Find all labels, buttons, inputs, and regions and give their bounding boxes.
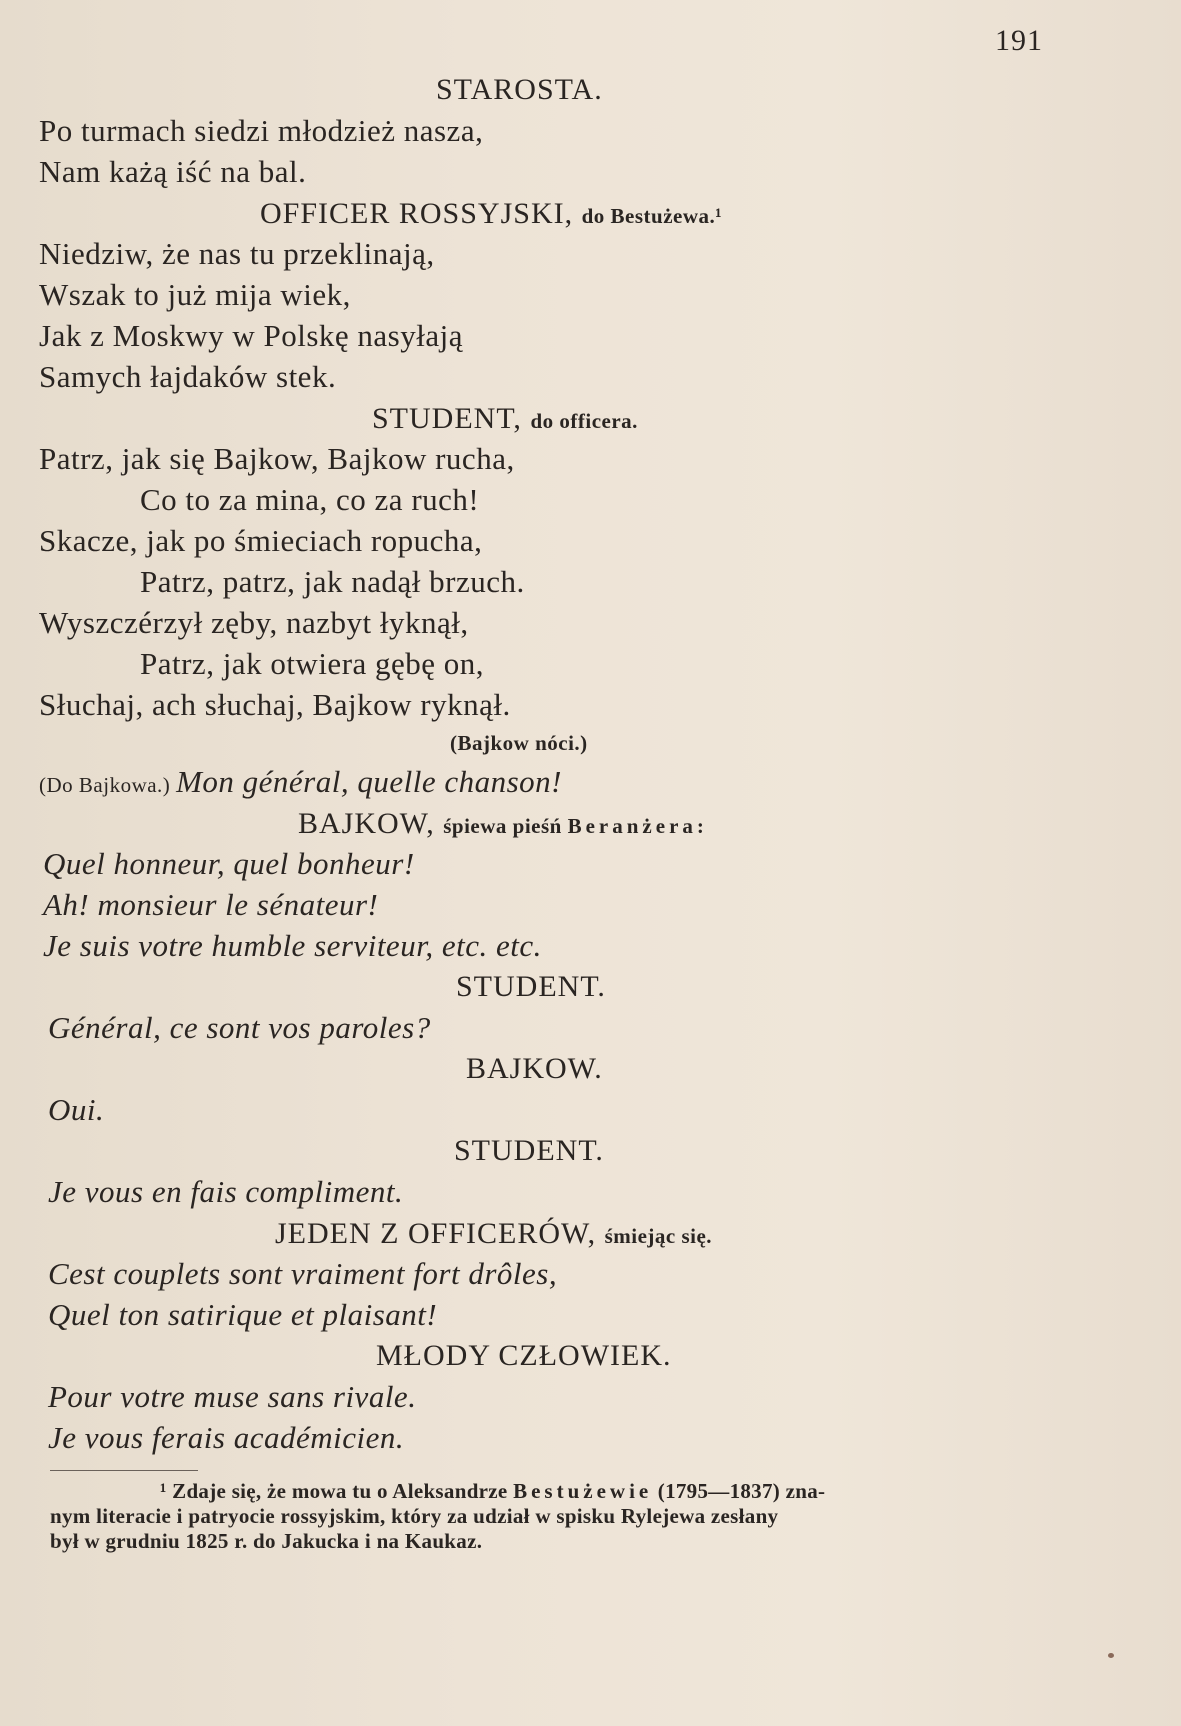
verse-line: Co to za mina, co za ruch!	[140, 482, 480, 517]
speaker-student: STUDENT.	[456, 970, 606, 1003]
french-line: Oui.	[48, 1092, 105, 1127]
stage-direction: śmiejąc się.	[604, 1224, 713, 1248]
stage-direction: (Do Bajkowa.)	[39, 773, 177, 797]
verse-line: Patrz, patrz, jak nadął brzuch.	[140, 564, 525, 599]
speaker-heading	[260, 193, 722, 236]
footnote-text: (1795—1837) zna-	[652, 1479, 826, 1503]
verse-line: Wszak to już mija wiek,	[39, 277, 351, 312]
speaker-mlody-czlowiek: MŁODY CZŁOWIEK.	[376, 1339, 672, 1372]
french-line: Pour votre muse sans rivale.	[48, 1379, 417, 1414]
speaker-heading	[372, 398, 638, 441]
verse-line: Po turmach siedzi młodzież nasza,	[39, 113, 484, 148]
verse-line: Niedziw, że nas tu przeklinają,	[39, 236, 435, 271]
speaker-bajkow: BAJKOW.	[466, 1052, 603, 1085]
french-line: Général, ce sont vos paroles?	[48, 1010, 431, 1045]
stage-direction: do Bestużewa.¹	[581, 204, 723, 228]
french-line: Je vous ferais académicien.	[48, 1420, 405, 1455]
speaker-starosta: STAROSTA.	[436, 73, 603, 106]
french-line: Quel honneur, quel bonheur!	[43, 846, 415, 881]
footnote-name: Bestużewie	[513, 1479, 653, 1503]
stage-direction: do officera.	[530, 409, 638, 433]
speaker-student: STUDENT,	[372, 402, 531, 435]
french-line: Je suis votre humble serviteur, etc. etc.	[43, 928, 542, 963]
verse-line	[39, 762, 562, 805]
verse-line: Patrz, jak otwiera gębę on,	[140, 646, 485, 681]
footnote-text: ¹ Zdaje się, że mowa tu o Aleksandrze	[160, 1479, 514, 1503]
speaker-jeden-z-officerow: JEDEN Z OFFICERÓW,	[275, 1217, 605, 1250]
footnote-line: był w grudniu 1825 r. do Jakucka i na Kaukaz.	[50, 1529, 483, 1553]
footnote-line: nym literacie i patryocie rossyjskim, który za udział w spisku Rylejewa zesłany	[50, 1504, 779, 1528]
french-line: Mon général, quelle chanson!	[176, 764, 562, 799]
stage-direction: (Bajkow nóci.)	[450, 731, 588, 755]
speaker-student: STUDENT.	[454, 1134, 604, 1167]
stage-direction: śpiewa pieśń	[443, 814, 568, 838]
french-line: Quel ton satirique et plaisant!	[48, 1297, 438, 1332]
french-line: Ah! monsieur le sénateur!	[43, 887, 379, 922]
verse-line: Słuchaj, ach słuchaj, Bajkow ryknął.	[39, 687, 511, 722]
footnote-rule	[50, 1470, 198, 1471]
paper-speck	[1108, 1653, 1114, 1658]
speaker-heading	[275, 1213, 712, 1256]
speaker-officer-rossyjski: OFFICER ROSSYJSKI,	[260, 197, 582, 230]
french-line: Cest couplets sont vraiment fort drôles,	[48, 1256, 558, 1291]
verse-line: Patrz, jak się Bajkow, Bajkow rucha,	[39, 441, 515, 476]
stage-direction-name: Beranżera:	[567, 814, 708, 838]
verse-line: Jak z Moskwy w Polskę nasyłają	[39, 318, 463, 353]
french-line: Je vous en fais compliment.	[48, 1174, 404, 1209]
verse-line: Skacze, jak po śmieciach ropucha,	[39, 523, 483, 558]
speaker-heading	[298, 803, 708, 846]
footnote-line	[160, 1479, 825, 1503]
page-number: 191	[995, 24, 1043, 57]
verse-line: Nam każą iść na bal.	[39, 154, 307, 189]
speaker-bajkow: BAJKOW,	[298, 807, 444, 840]
verse-line: Wyszczérzył zęby, nazbyt łyknął,	[39, 605, 469, 640]
verse-line: Samych łajdaków stek.	[39, 359, 337, 394]
